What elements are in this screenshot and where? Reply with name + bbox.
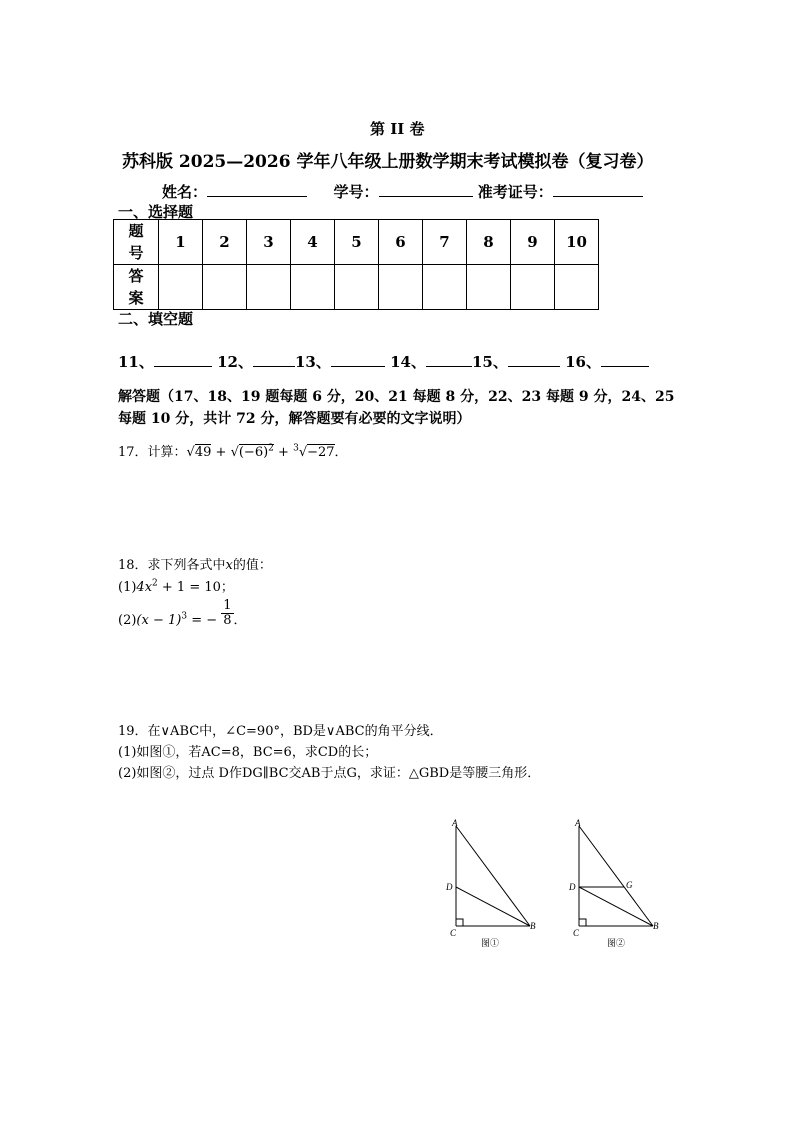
answer-cell[interactable] xyxy=(555,265,599,310)
question-number: 2 xyxy=(203,220,247,265)
answer-cell[interactable] xyxy=(203,265,247,310)
fig1-caption: 图① xyxy=(481,938,500,948)
answer-cell[interactable] xyxy=(379,265,423,310)
blank-line[interactable] xyxy=(331,352,385,367)
page-title: 苏科版 2025—2026 学年八年级上册数学期末考试模拟卷（复习卷） xyxy=(122,152,654,172)
blank-label: 14、 xyxy=(390,353,426,371)
row1-label: 题 号 xyxy=(114,220,159,265)
question-number: 5 xyxy=(335,220,379,265)
q19-line3: (2)如图②，过点 D作DG∥BC交AB于点G，求证：△GBD是等腰三角形． xyxy=(118,766,541,781)
blank-line[interactable] xyxy=(601,352,649,367)
blank-label: 15、 xyxy=(471,353,508,371)
question-number: 10 xyxy=(555,220,599,265)
sqrt-term2: $√(-6)^2$ xyxy=(230,443,274,460)
blank-line[interactable] xyxy=(426,352,472,367)
answer-cell[interactable] xyxy=(247,265,291,310)
q19-line2: (1)如图①，若AC=8，BC=6，求CD的长； xyxy=(118,745,378,760)
q18-part1: $(1)4x^2 + 1 = 10$； xyxy=(118,578,234,595)
section1-heading: 一、选择题 xyxy=(118,203,194,221)
name-label: 姓名： xyxy=(162,183,208,201)
label-d: D xyxy=(446,882,453,892)
q17-prefix: 17．计算： xyxy=(118,445,187,460)
cbrt-term3: $^3$√−27 xyxy=(293,443,335,460)
blank-label: 13、 xyxy=(294,353,331,371)
label-c: C xyxy=(450,928,457,938)
fraction: $\frac{1}{8}$ xyxy=(223,598,232,628)
question-number: 6 xyxy=(379,220,423,265)
section3-heading-line1: 解答题（17、18、19 题每题 6 分，20、21 每题 8 分，22、23 每题 9 分，24、25 xyxy=(118,389,675,405)
label-d: D xyxy=(569,882,576,892)
answer-cell[interactable] xyxy=(159,265,203,310)
blank-label: 16、 xyxy=(565,353,601,371)
question-number: 9 xyxy=(511,220,555,265)
right-angle-mark xyxy=(456,919,463,926)
fig2-caption: 图② xyxy=(607,938,626,948)
fill-blanks-row xyxy=(118,351,649,372)
blank-line[interactable] xyxy=(508,352,560,367)
label-a: A xyxy=(452,818,458,828)
label-c: C xyxy=(573,928,580,938)
figure-1 xyxy=(440,816,550,951)
blank-line[interactable] xyxy=(253,352,295,367)
question-17: 17．计算：$√49 + √(-6)^2 + ^3√-27$． xyxy=(118,443,348,460)
blank-label: 12、 xyxy=(217,353,253,371)
blank-label: 11、 xyxy=(118,353,154,371)
answer-cell[interactable] xyxy=(511,265,555,310)
figure-2 xyxy=(563,816,673,951)
question-18: 18．求下列各式中x的值： xyxy=(118,558,272,573)
question-number: 7 xyxy=(423,220,467,265)
answer-cell[interactable] xyxy=(335,265,379,310)
exam-no-label: 准考证号： xyxy=(477,183,553,201)
q18-part2: $(2)(x - 1)^3$ = − $\frac{1}{8}$ ． xyxy=(118,598,247,628)
label-b: B xyxy=(653,921,659,931)
segment-db xyxy=(579,887,653,926)
question-number: 3 xyxy=(247,220,291,265)
sqrt-term1: √49 xyxy=(186,445,212,460)
blank-line[interactable] xyxy=(154,352,212,367)
answer-cell[interactable] xyxy=(423,265,467,310)
question-number: 1 xyxy=(159,220,203,265)
q19-line1: 19．在∨ABC中，∠C=90°，BD是∨ABC的角平分线． xyxy=(118,724,443,739)
question-number: 8 xyxy=(467,220,511,265)
segment-ab xyxy=(456,826,530,926)
segment-ab xyxy=(579,826,653,926)
part-label: 第 II 卷 xyxy=(370,120,425,138)
section2-heading: 二、填空题 xyxy=(118,310,194,328)
row2-label: 答 案 xyxy=(114,265,159,310)
name-field[interactable] xyxy=(207,182,307,197)
question-number: 4 xyxy=(291,220,335,265)
label-g: G xyxy=(626,880,633,890)
answer-table xyxy=(113,219,599,310)
answer-cell[interactable] xyxy=(467,265,511,310)
student-info xyxy=(162,181,643,202)
exam-no-field[interactable] xyxy=(553,182,643,197)
id-field[interactable] xyxy=(379,182,473,197)
label-b: B xyxy=(530,921,536,931)
answer-cell[interactable] xyxy=(291,265,335,310)
label-a: A xyxy=(575,818,581,828)
segment-db xyxy=(456,887,530,926)
id-label: 学号： xyxy=(333,183,379,201)
right-angle-mark xyxy=(579,919,586,926)
section3-heading-line2: 每题 10 分，共计 72 分，解答题要有必要的文字说明） xyxy=(118,411,471,427)
